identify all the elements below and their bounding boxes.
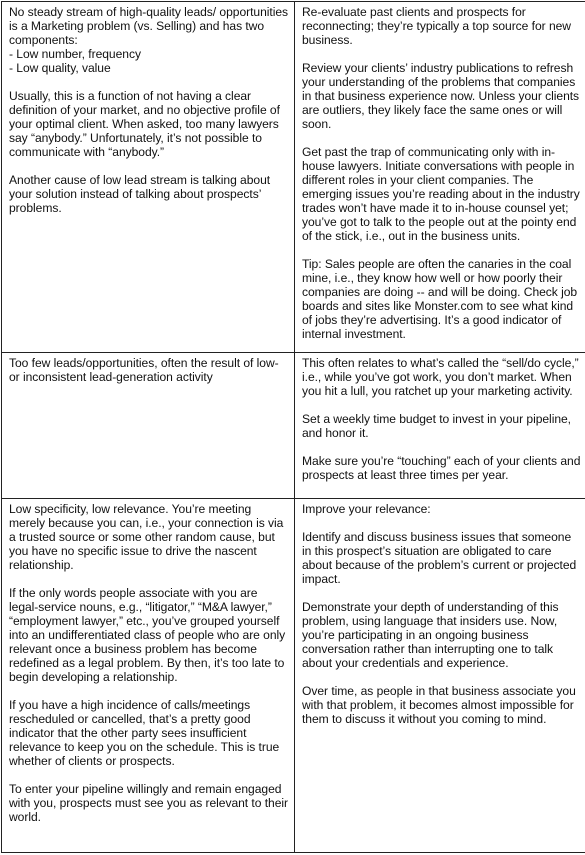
solution-cell (295, 353, 585, 499)
table-row (2, 353, 585, 499)
paragraph: Tip: Sales people are often the canaries in the coal mine, i.e., they know how well or how poorly their companies are doing -- and will be doing. Check job boards and sites like Monster.com to see what kind of jobs they’re advertising. It’s a good indicator of internal investment. (302, 257, 578, 341)
solution-cell (295, 2, 585, 353)
table-row (2, 2, 585, 353)
problem-cell (2, 2, 295, 353)
paragraph: No steady stream of high-quality leads/ opportunities is a Marketing problem (vs. Selling) and has two components: - Low number, frequency - Low quality, value (9, 5, 289, 75)
solution-cell (295, 499, 585, 853)
paragraph: Set a weekly time budget to invest in your pipeline, and honor it. (302, 412, 571, 440)
paragraph: If you have a high incidence of calls/meetings rescheduled or cancelled, that’s a pretty good indicator that the other party sees insufficient relevance to keep you on the schedule. This is true whether of clients or prospects. (9, 698, 280, 768)
paragraph: Make sure you’re “touching” each of your clients and prospects at least three times per year. (302, 454, 581, 482)
paragraph: Identify and discuss business issues that someone in this prospect’s situation are obligated to care about because of the problem’s current or projected impact. (302, 530, 577, 586)
paragraph: Demonstrate your depth of understanding of this problem, using language that insiders use. Now, you’re participating in an ongoing business conversation rather than interrupting one to talk about your credentials and experience. (302, 600, 559, 670)
problem-cell (2, 353, 295, 499)
paragraph: Re-evaluate past clients and prospects for reconnecting; they’re typically a top source for new business. (302, 5, 571, 47)
paragraph: Over time, as people in that business associate you with that problem, it becomes almost impossible for them to discuss it without you coming to mind. (302, 684, 576, 726)
table-row (2, 499, 585, 853)
problem-cell (2, 499, 295, 853)
paragraph: If the only words people associate with you are legal-service nouns, e.g., “litigator,” “M&A lawyer,” “employment lawyer,” etc., you’ve grouped yourself into an undifferentiated class of people who are only relevant once a business problem has become redefined as a legal problem. By then, it’s too late to begin developing a relationship. (9, 586, 286, 684)
paragraph: Too few leads/opportunities, often the result of low- or inconsistent lead-generation activity (9, 356, 279, 384)
paragraph: Low specificity, low relevance. You’re meeting merely because you can, i.e., your connection is via a trusted source or some other random cause, but you have no specific issue to drive the nascent relationship. (9, 502, 284, 572)
paragraph: Review your clients’ industry publications to refresh your understanding of the problems that companies in that business experience now. Unless your clients are outliers, they likely face the same ones or will soon. (302, 61, 580, 131)
paragraph: Usually, this is a function of not having a clear definition of your market, and no objective profile of your optimal client. When asked, too many lawyers say “anybody.” Unfortunately, it’s not possible to communicate with “anybody.” (9, 89, 280, 159)
paragraph: Improve your relevance: (302, 502, 431, 516)
paragraph: Get past the trap of communicating only with in-house lawyers. Initiate conversations with people in different roles in your client companies. The emerging issues you’re reading about in the industry trades won’t have made it to in-house counsel yet; you’ve got to talk to the people out at the pointy end of the stick, i.e., out in the business units. (302, 145, 580, 243)
paragraph: This often relates to what’s called the “sell/do cycle,” i.e., while you’ve got work, you don’t market. When you hit a lull, you ratchet up your marketing activity. (302, 356, 579, 398)
paragraph: To enter your pipeline willingly and remain engaged with you, prospects must see you as relevant to their world. (9, 782, 289, 824)
problem-solution-table (1, 1, 585, 853)
paragraph: Another cause of low lead stream is talking about your solution instead of talking about prospects’ problems. (9, 173, 271, 215)
